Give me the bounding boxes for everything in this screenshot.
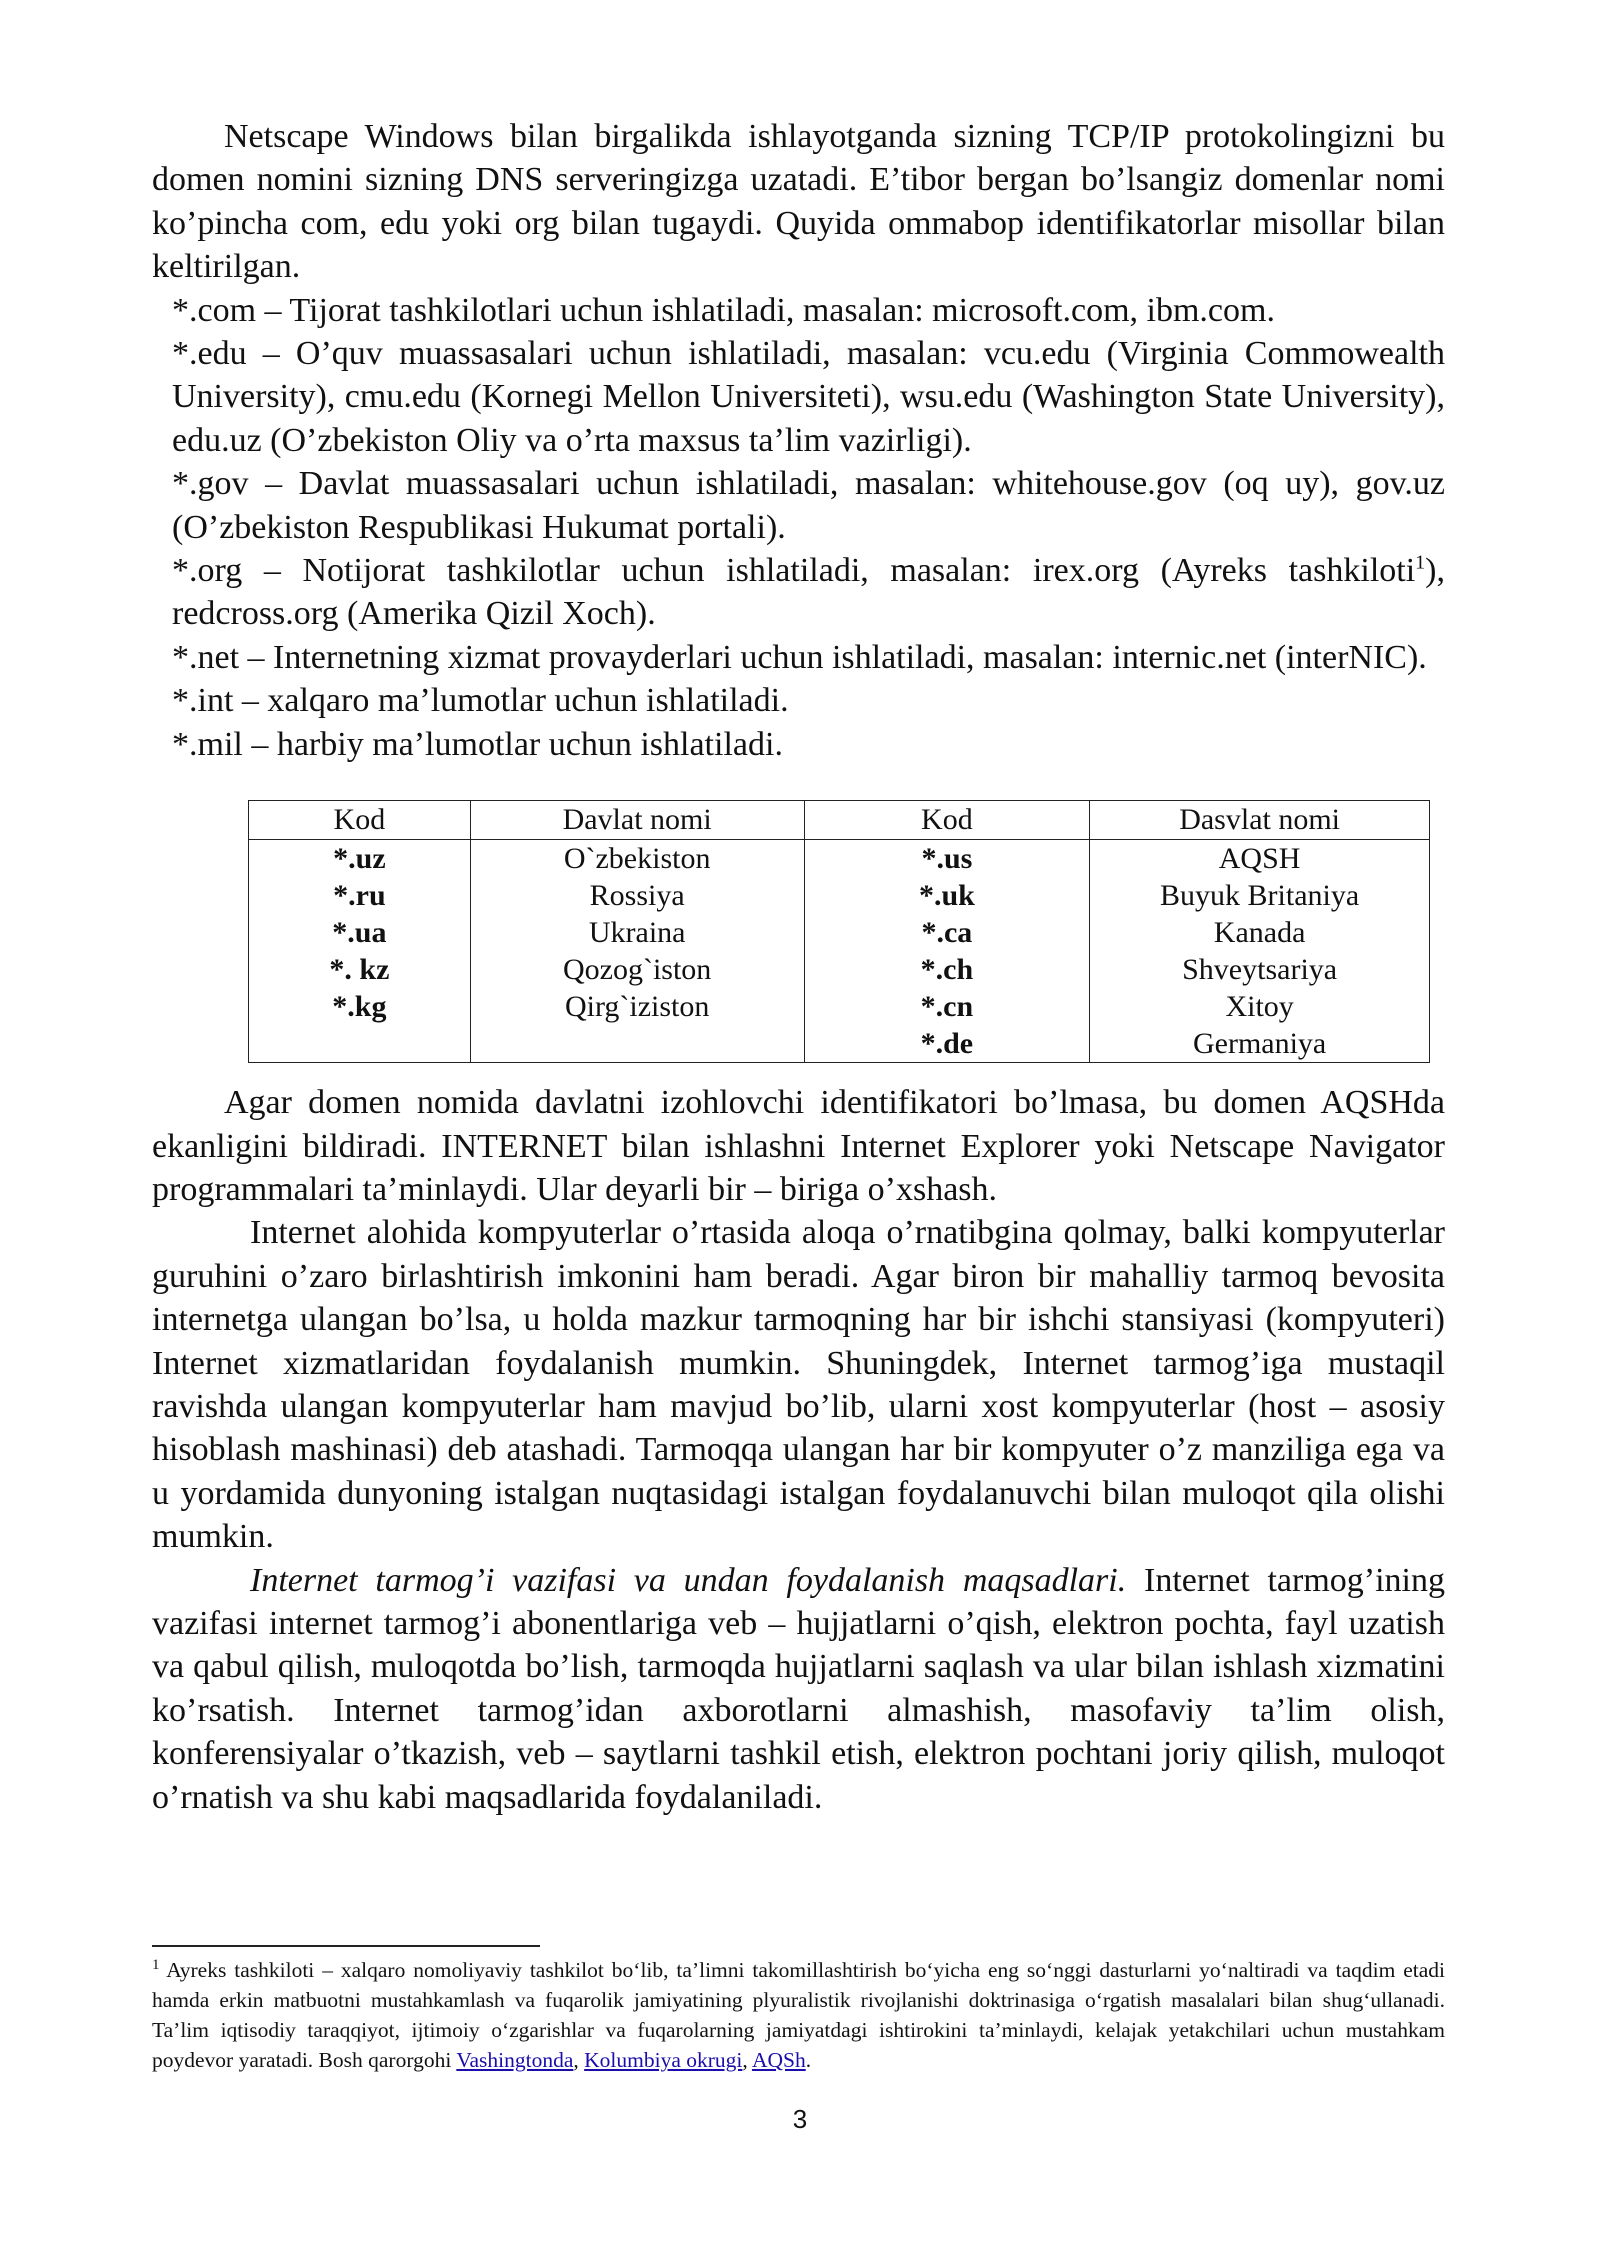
left-names-cell — [470, 840, 804, 1063]
paragraph-usa-default: Agar domen nomida davlatni izohlovchi identifikatori bo’lmasa, bu domen AQSHda ekanligini bildiradi. INTERNET bilan ishlashni Internet Explorer yoki Netscape Navigator programmalari ta’minlaydi. Ular deyarli bir – biriga o’xshash. — [152, 1084, 1445, 1208]
main-text — [152, 115, 1445, 1819]
country-germany: Germaniya — [1192, 1027, 1327, 1061]
page-number: 3 — [792, 2104, 808, 2134]
code-uz: *.uz — [333, 842, 386, 876]
right-names-cell — [1090, 840, 1430, 1063]
country-china: Xitoy — [1225, 990, 1294, 1024]
code-kz: *. kz — [329, 953, 390, 987]
code-kg: *.kg — [332, 990, 387, 1024]
code-uk: *.uk — [918, 879, 975, 913]
link-usa[interactable]: AQSh — [751, 2048, 806, 2072]
code-ch: *.ch — [920, 953, 974, 987]
code-ru: *.ru — [333, 879, 386, 913]
domain-mil-item: *.mil – harbiy ma’lumotlar uchun ishlatiladi. — [172, 725, 783, 763]
domain-edu-item: *.edu – O’quv muassasalari uchun ishlatiladi, masalan: vcu.edu (Virginia Commowealth University), cmu.edu (Kornegi Mellon Universiteti), wsu.edu (Washington State University), edu.uz (O’zbekiston Oliy va o’rta maxsus ta’lim vazirligi). — [172, 335, 1445, 459]
purpose-body: Internet tarmog’ining vazifasi internet tarmog’i abonentlariga veb – hujjatlarni o’qish, elektron pochta, fayl uzatish va qabul qilish, muloqotda bo’lish, tarmoqda hujjatlarni saqlash va ular bilan ishlash xizmatini ko’rsatish. Internet tarmog’idan axborotlarni almashish, masofaviy ta’lim olish, konferensiyalar o’tkazish, veb – saytlarni tashkil etish, elektron pochtani joriy qilish, muloqot o’rnatish va shu kabi maqsadlarida foydalaniladi. — [152, 1561, 1445, 1816]
code-ua: *.ua — [332, 916, 387, 950]
domain-com-item: *.com – Tijorat tashkilotlari uchun ishlatiladi, masalan: microsoft.com, ibm.com. — [172, 291, 1275, 329]
header-country-right: Dasvlat nomi — [1090, 801, 1430, 840]
right-codes-cell — [804, 840, 1090, 1063]
code-cn: *.cn — [920, 990, 974, 1024]
org-text-before: *.org – Notijorat tashkilotlar uchun ishlatiladi, masalan: irex.org (Ayreks tashkiloti — [172, 552, 1416, 590]
link-columbia-district[interactable]: Kolumbiya okrugi — [584, 2048, 743, 2072]
header-code-right: Kod — [804, 801, 1090, 840]
footnote-separator — [152, 1945, 540, 1947]
table-header-row — [249, 801, 1430, 840]
header-code-left: Kod — [249, 801, 471, 840]
country-uzbekistan: O`zbekiston — [563, 842, 711, 876]
code-ca: *.ca — [921, 916, 973, 950]
footnote-mark: 1 — [152, 1956, 160, 1973]
table-row — [249, 840, 1430, 1063]
footnote-text: Ayreks tashkiloti – xalqaro nomoliyaviy tashkilot bo‘lib, ta’limni takomillashtirish bo‘yicha eng so‘nggi dasturlarni yo‘naltiradi va taqdim etadi hamda erkin matbuotni mustahkamlash va fuqarolik jamiyatining plyuralistik rivojlanishi doktrinasiga o‘rgatish masalalari bilan shug‘ullanadi. Ta’lim iqtisodiy taraqqiyot, ijtimoiy o‘zgarishlar va fuqarolarning jamiyatdagi ishtirokini ta’minlaydi, kelajak yetakchilari uchun mustahkam poydevor yaratadi. Bosh qarorgohi — [152, 1958, 1445, 2072]
country-uk: Buyuk Britaniya — [1160, 879, 1360, 913]
country-switzerland: Shveytsariya — [1182, 953, 1338, 987]
purpose-heading: Internet tarmog’i vazifasi va undan foydalanish maqsadlari. — [250, 1561, 1127, 1599]
country-russia: Rossiya — [589, 879, 685, 913]
footnote-separator-comma: , — [573, 2048, 585, 2072]
link-washington[interactable]: Vashingtonda — [456, 2048, 574, 2072]
country-canada: Kanada — [1213, 916, 1306, 950]
footnote-reference[interactable]: 1 — [1415, 551, 1426, 574]
left-codes-cell — [249, 840, 471, 1063]
header-country-left: Davlat nomi — [470, 801, 804, 840]
domain-int-item: *.int – xalqaro ma’lumotlar uchun ishlatiladi. — [172, 682, 789, 720]
domain-net-item: *.net – Internetning xizmat provayderlari uchun ishlatiladi, masalan: internic.net (interNIC). — [172, 638, 1427, 676]
footnote-end: . — [805, 2048, 812, 2072]
paragraph-internet-networks: Internet alohida kompyuterlar o’rtasida aloqa o’rnatibgina qolmay, balki kompyuterlar guruhini o’zaro birlashtirish imkonini ham beradi. Agar biron bir mahalliy tarmoq bevosita internetga ulangan bo’lsa, u holda mazkur tarmoqning har bir ishchi stansiyasi (kompyuteri) Internet xizmatlaridan foydalanish mumkin. Shuningdek, Internet tarmog’iga mustaqil ravishda ulangan kompyuterlar ham mavjud bo’lib, ularni xost kompyuterlar (host – asosiy hisoblash mashinasi) deb atashadi. Tarmoqqa ulangan har bir kompyuter o’z manziliga ega va u yordamida dunyoning istalgan nuqtasidagi istalgan foydalanuvchi bilan muloqot qila olishi mumkin. — [152, 1214, 1445, 1556]
country-code-table — [248, 800, 1430, 1063]
org-text-after: ), redcross.org (Amerika Qizil Xoch). — [172, 552, 1445, 633]
country-ukraine: Ukraina — [588, 916, 686, 950]
country-usa: AQSH — [1218, 842, 1301, 876]
code-us: *.us — [921, 842, 973, 876]
paragraph-intro: Netscape Windows bilan birgalikda ishlayotganda sizning TCP/IP protokolingizni bu domen nomini sizning DNS serveringizga uzatadi. E’tibor bergan bo’lsangiz domenlar nomi ko’pincha com, edu yoki org bilan tugaydi. Quyida ommabop identifikatorlar misollar bilan keltirilgan. — [152, 118, 1445, 286]
paragraph-internet-purpose — [152, 1559, 1445, 1819]
country-kyrgyzstan: Qirg`iziston — [564, 990, 710, 1024]
footnote — [152, 1955, 1445, 2075]
country-kazakhstan: Qozog`iston — [562, 953, 712, 987]
footnote-separator-comma: , — [742, 2048, 752, 2072]
code-de: *.de — [920, 1027, 974, 1061]
domain-gov-item: *.gov – Davlat muassasalari uchun ishlatiladi, masalan: whitehouse.gov (oq uy), gov.uz (O’zbekiston Respublikasi Hukumat portali). — [172, 465, 1445, 546]
domain-org-item — [152, 549, 1445, 636]
